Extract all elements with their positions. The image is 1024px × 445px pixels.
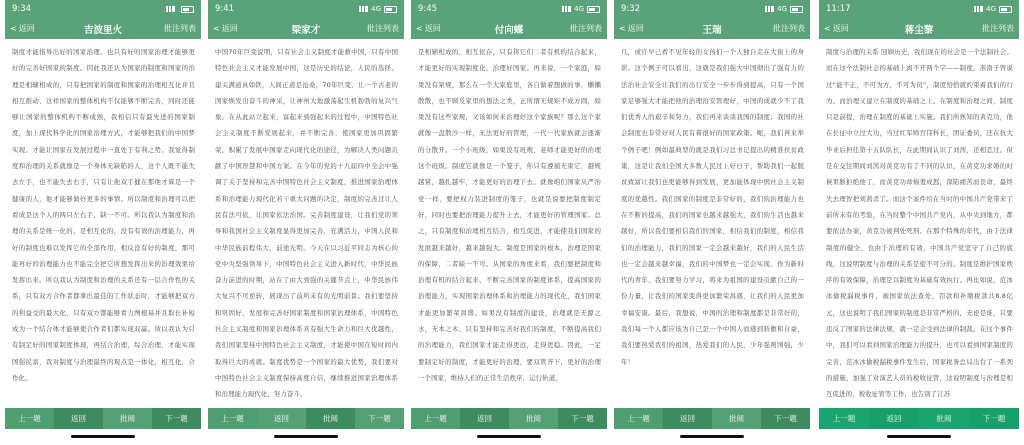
student-name: 吉波里火 [83, 24, 122, 36]
back-button[interactable] [619, 23, 644, 34]
bottom-toolbar [5, 408, 201, 429]
home-indicator[interactable] [274, 435, 338, 438]
status-bar [5, 0, 201, 18]
next-question-button[interactable]: 下一题 [558, 408, 607, 429]
chevron-left-icon: < [10, 24, 17, 33]
phone-4 [614, 0, 810, 445]
battery-icon [384, 6, 397, 13]
status-indicators [562, 5, 600, 13]
status-indicators [974, 5, 1012, 13]
battery-icon [587, 6, 600, 13]
back-button[interactable] [213, 23, 238, 34]
status-indicators [765, 5, 803, 13]
status-time: 11:17 [826, 4, 851, 14]
student-name: 王瑞 [702, 24, 722, 36]
status-time: 9:41 [215, 4, 235, 14]
annotation-list-button[interactable]: 批注列表 [773, 24, 805, 33]
next-question-button[interactable]: 下一题 [969, 408, 1019, 429]
chevron-left-icon: < [824, 24, 831, 33]
bottom-toolbar [411, 408, 607, 429]
nav-bar [819, 18, 1019, 39]
status-time: 9:32 [621, 4, 641, 14]
status-bar [614, 0, 810, 18]
status-indicators [359, 5, 397, 13]
essay-text: 中国70年巨变说明，只有社会主义制度才能救中国，只有中国特色社会主义才能发展中国，这是历史的结论，人民的选择。建关满道真如铁，人间正道是沧桑，70年巨变，让一个古老的国家焕发出奋斗的神采，让神州大地激荡起生机勃勃的复兴气象。在从此站立起来，富起来到强起来的过程中，中国特色社会主义制度不断发展起来，并不断完善，使国家更加巩固繁荣，积累了发展中国家走向现代化的途径，为解决人类问题贡献了中国智慧和中国方案。在今年的党的十九届四中全会中强调了关于坚持和完善中国特色社会主义制度，推进国家治理体系和治理能力现代化若干重大问题的决定，制度的完善过让人民有法可依，让国家依法治国。完善制度建设，让我们党的领导和我国社会主义制度显得更加完善，充满活力，中国人民和中华民族前程伟大，前途光明。今天在以习近平同志为核心的党中央坚强领导下，中国特色社会主义进入新时代，中华民族奋力前进的时期，站在了由大到强的关键节点上，中华民族伟大复兴不可逆转，展现出了前所未有的光明前景。我们要坚持和巩固好、发展和完善好国家制度和国家治理体系，中国特色社会主义制度和国家治理体系具有强大生命力和巨大优越性，我们国家坚持中国特色社会主义制度，才能使中国在短时间内取得巨大的成就。制度优势是一个国家的最大优势，我们要对中国特色社会主义制度保持高度自信，继续推进国家治理体系和治理能力现代化，努力奋斗。 [215, 48, 398, 399]
essay-text: 几，或许早已看不见年轻的女孩们一个人独自走在大街上的身影。这个例子可以看出，这就是我们强大中国彻出了强有力的法治社会安全让我们的出行安全一步步得到提高，只有一个国家足够强大才能把他的治理治安管理好，中国的成就少不了我们优秀人的艰辛和努力，我们再来谈谈我国的制度；我国的社会制度也非常好对人民有着很好的国家政策。呃，我们再来举个例子吧！例如最典型的就是我们习总书记提出的精准扶贫政策，这是让我们全国大多数人民过上好日子，帮助我们一起脱贫致富让我们也更能够得到发展，更加能体现中国社会主义制度的优越性。我们国家的制度是非常好的，我们的治理能力也在不断的提高，我们的国家也越来越强大，我们的生活也越来越好，所以我们要相信我们的国家，相信我们的制度，相信我们的治理能力，我们的国家一定会越来越好，我们的人民生活也一定会越来越幸福，我们的中国梦也一定会实现。作为新时代的青年，我们要努力学习，将来为祖国的建设贡献自己的一份力量，让我们的国家变得更加繁荣昌盛，让我们的人民更加幸福安康。最后，我想说，中国的治理和制度都是非常好的，我们每一个人都应该为自己是一个中国人而感到骄傲和自豪，我们要热爱我们的祖国，热爱我们的人民，少年强则国强，少年！ [621, 48, 804, 366]
back-label: 返回 [18, 24, 35, 33]
status-bar [208, 0, 404, 18]
signal-icon [765, 6, 774, 12]
back-button[interactable] [416, 23, 441, 34]
review-button[interactable]: 批阅 [509, 408, 558, 429]
status-indicators [166, 6, 194, 13]
bottom-toolbar [614, 408, 810, 429]
essay-text: 制度才能指导出好的国家治理。也只有好的国家治理才能够更好的完善好国家的制度。因此我还认为国家的制度和国家的治理是相辅相成的，只有把国家的制度和国家的治理相互化并且相互推动，这样国家的整体机构不仅能够不断完善，同时还能够让国家的整体机构不断成熟，我相信只有最先进的国家制度，加上现代科学化的国家治理方式，才能够把我们的中国梦实现。才能让国家在发展过程中一直处于有利之势。我觉得制度和治理的关系就像是一个身体无缺陷的人，这个人既不能失去左手，也不能失去右手，只有让他双手健在那他才算是一个健康的人，他才能够做好更多的事情。所以制度和治理可以把看成是这个人的两只左右手，缺一不可。所以我认为制度和治理的关系是统一化的，是相互化的，没有有效的治理能力，再好的制度也难以发挥它的全部作用，相反没有好的制度，那可能再好的治理能力也不能完全把它所想发挥出来的治理效果给发挥出来。所以我认为制度和治理的关系还有一层合作性的关系，只有双方合作者都拿出最佳的工作状态时，才能够把双方的利益受的最大化，只有双方都能够看力图根基并且取长补短成为一个结合体才能够使合作者们都实现双赢。所以我认为只有制定好的国家制度体现，再结合治理，综合治理，才能实现国强民富，我对制度与治理最终的观点是一体化，相互化，合作化。 [12, 48, 195, 382]
review-button[interactable]: 批阅 [919, 408, 969, 429]
bottom-toolbar [819, 408, 1019, 429]
chevron-left-icon: < [619, 24, 626, 33]
review-button[interactable]: 批阅 [306, 408, 355, 429]
home-indicator-area [614, 429, 810, 445]
back-button[interactable] [824, 23, 849, 34]
battery-icon [999, 6, 1012, 13]
phone-3 [411, 0, 607, 445]
annotation-list-button[interactable]: 批注列表 [982, 24, 1014, 33]
home-indicator-area [208, 429, 404, 445]
annotation-list-button[interactable]: 批注列表 [570, 24, 602, 33]
review-button[interactable]: 批阅 [103, 408, 152, 429]
next-question-button[interactable]: 下一题 [355, 408, 404, 429]
home-indicator-area [411, 429, 607, 445]
phone-1 [5, 0, 201, 445]
status-bar [411, 0, 607, 18]
signal-icon [166, 6, 175, 12]
prev-question-button[interactable]: 上一题 [208, 408, 257, 429]
student-name: 付向蝶 [494, 24, 524, 36]
home-indicator[interactable] [477, 435, 541, 438]
chevron-left-icon: < [416, 24, 423, 33]
phone-2 [208, 0, 404, 445]
network-label: 4G [986, 5, 996, 13]
student-name: 蒋尘黎 [904, 24, 934, 36]
chevron-left-icon: < [213, 24, 220, 33]
home-indicator[interactable] [71, 435, 135, 438]
phone-5 [819, 0, 1019, 445]
home-indicator[interactable] [680, 435, 744, 438]
nav-bar [5, 18, 201, 39]
signal-icon [562, 6, 571, 12]
signal-icon [359, 6, 368, 12]
next-question-button[interactable]: 下一题 [152, 408, 201, 429]
back-label: 返回 [221, 24, 238, 33]
status-time: 9:45 [418, 4, 438, 14]
annotation-list-button[interactable]: 批注列表 [367, 24, 399, 33]
return-button[interactable]: 返回 [54, 408, 103, 429]
essay-text: 是相辅相成的，相互依存，只有将它们二者有机的结合起来，才能更好的实现制度化，治理好国家。再来说，一个家庭，如果没有家规，那么在一个大家庭里，各自做着想做的事，懒懒散散，也不顾及家里的想法之类，正所谓无规矩不成方圆，如果没有这些家规，又该如何来治理好这个家族呢？那么这个家就像一盘散沙一样，无法更好的管理，一代一代家族就会逐渐的分散开。一个小班级，如果没有班规，老师才能更好的治理这个班级。制度它就像是一个笼子，你只有遵循无束它，越规越紧，越扎越牢，才能更好的治理下去。就像咱们国家从严治党一样，要把权力装进制度的笼子，也就是说要把制度制定好，同时也要把治理能力提升上去，才能更好的管理国家。总之，只有制度和治理相互结合，相互促进，才能使我们国家的发展越来越好，越来越强大。制度是国家的根本，治理是国家的保障，二者缺一不可。从国家的角度来看，我们要把制度和治理有机的结合起来，不断完善国家的制度体系，提高国家的治理能力，实现国家治理体系和治理能力的现代化，我们国家才能更加繁荣昌盛。如果没有制度的建设，治理就是无源之水，无本之木，只有坚持和完善好我们的制度，不断提高我们的治理能力，我们国家才能走得更远，走得更稳。因此，一定要制定好的制度，才能更好的治理，要双管齐下，更好的治理一个国家，维持人们的正常生活秩序，运行轨道。 [418, 48, 601, 382]
home-indicator-area [5, 429, 201, 445]
nav-bar [614, 18, 810, 39]
back-label: 返回 [627, 24, 644, 33]
return-button[interactable]: 返回 [460, 408, 509, 429]
return-button[interactable]: 返回 [257, 408, 306, 429]
essay-text: 制度与治理的关系 回顾历史，我们现在的社会是一个法制社会。而在这个法制社会的基础上离不开两个字——制度。准南子曾说过“能不正，不可为方，不可为员”，制度恰恰就约束着我们的行为。而治理又建立在制度的基础之上。在制度和治理之间，制度只是前提，治理在制度的基础上实施。我们所熟知的黄克功，他在长征中立过大功，当过红军师宫伟科长，团证委员，还在抗大毕业后担任第十五队队长，在此期间认识了刘茜，还相恋过。但是在交往期间刘茜对黄克功有了不同的认识，在黄克功求婚的时候果断拒绝他了，而黄克功却恼羞成怒，深陷痛苦而丧命，最终失去理智把刘茜杀了。而这个案件给在当时的中国共产党带来了前所未有的考验，在当时整个中国共产党内，从中央到地方，都要依法办案，黄克功被判处死刑。在那个特殊的年代，由于法律制度的健全，也由于治理的有效，中国共产党坚守了自己的底线，这说明制度与治理的关系是密不可分的。制度是维护国家秩序的有效保障，治理是以制度为基础有效执行。再比如说，范冰冰偷税漏税事件，被国家依法查处，罚款和补缴税款共8.8亿元，这也说明了我们国家的制度是非常严格的，无论是谁，只要违反了国家的法律法规，就一定会受到法律的制裁。在这个事件中，我们可以看到国家治理能力的提升，也可以看到国家制度的完善，范冰冰偷税漏税事件发生后，国家税务总局出台了一系列的措施，加强了对演艺人员的税收征管，这说明制度与治理是相互促进的，税收征管等工作，也告别了江苏 [826, 48, 1013, 399]
prev-question-button[interactable]: 上一题 [411, 408, 460, 429]
next-question-button[interactable]: 下一题 [761, 408, 810, 429]
return-button[interactable]: 返回 [663, 408, 712, 429]
annotation-list-button[interactable]: 批注列表 [164, 24, 196, 33]
network-label: 4G [574, 5, 584, 13]
network-label: 4G [777, 5, 787, 13]
battery-icon [181, 6, 194, 13]
review-button[interactable]: 批阅 [712, 408, 761, 429]
prev-question-button[interactable]: 上一题 [5, 408, 54, 429]
prev-question-button[interactable]: 上一题 [614, 408, 663, 429]
nav-bar [208, 18, 404, 39]
back-label: 返回 [832, 24, 849, 33]
battery-icon [790, 6, 803, 13]
signal-icon [974, 6, 983, 12]
home-indicator-area [819, 429, 1019, 445]
back-button[interactable] [10, 23, 35, 34]
prev-question-button[interactable]: 上一题 [819, 408, 869, 429]
back-label: 返回 [424, 24, 441, 33]
return-button[interactable]: 返回 [869, 408, 919, 429]
network-label: 4G [371, 5, 381, 13]
home-indicator[interactable] [887, 435, 951, 438]
nav-bar [411, 18, 607, 39]
status-bar [819, 0, 1019, 18]
student-name: 梁家才 [291, 24, 321, 36]
status-time: 9:34 [12, 4, 32, 14]
bottom-toolbar [208, 408, 404, 429]
